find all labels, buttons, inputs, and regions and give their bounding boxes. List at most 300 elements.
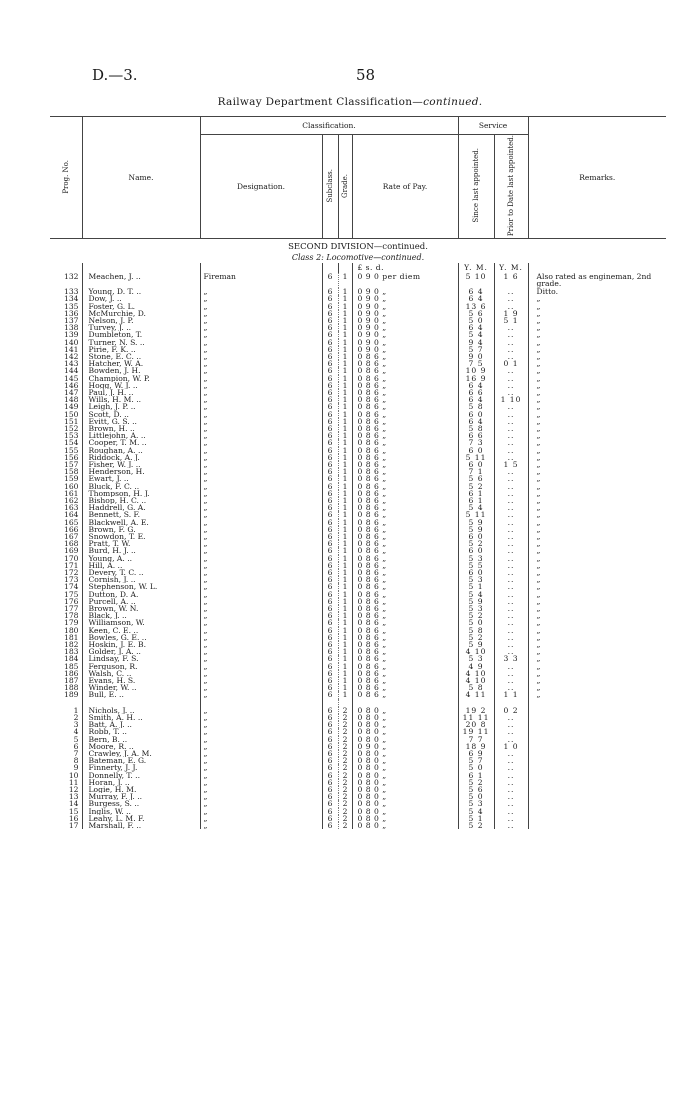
- table-row: [50, 468, 666, 475]
- remarks-cell: „: [528, 684, 666, 691]
- prior-date-cell: ..: [494, 605, 528, 612]
- name-cell: Brown, F. G.: [82, 526, 200, 533]
- designation-cell: „: [200, 295, 322, 302]
- designation-cell: „: [200, 475, 322, 482]
- rate-cell: 0 8 0 „: [352, 714, 458, 721]
- grade-cell: 1: [338, 555, 352, 562]
- rate-cell: 0 8 6 „: [352, 468, 458, 475]
- table-row: [50, 389, 666, 396]
- table-row: [50, 511, 666, 518]
- prog-no-cell: 178: [64, 612, 79, 620]
- table-row: [50, 591, 666, 598]
- rate-cell: 0 9 0 „: [352, 310, 458, 317]
- group-gap: [50, 699, 666, 707]
- grade-cell: 1: [338, 526, 352, 533]
- header-remarks: Remarks.: [528, 117, 666, 239]
- remarks-cell: „: [528, 303, 666, 310]
- remarks-cell: „: [528, 619, 666, 626]
- table-row: [50, 569, 666, 576]
- name-cell: Scott, D. ..: [82, 411, 200, 418]
- rate-cell: 0 8 6 „: [352, 583, 458, 590]
- prog-no-cell: 156: [64, 453, 79, 461]
- table-row: [50, 655, 666, 662]
- name-cell: Robb, T. ..: [82, 728, 200, 735]
- designation-cell: „: [200, 691, 322, 698]
- designation-cell: „: [200, 576, 322, 583]
- grade-cell: 2: [338, 815, 352, 822]
- prog-no-cell: 189: [64, 691, 79, 699]
- grade-cell: 1: [338, 375, 352, 382]
- subclass-cell: 6: [322, 324, 338, 331]
- prior-date-cell: ..: [494, 490, 528, 497]
- name-cell: Hogg, W. J. ..: [82, 382, 200, 389]
- table-row: [50, 360, 666, 367]
- grade-cell: 1: [338, 670, 352, 677]
- rate-cell: 0 8 6 „: [352, 461, 458, 468]
- name-cell: Moore, R. ..: [82, 743, 200, 750]
- designation-cell: „: [200, 540, 322, 547]
- rate-cell: 0 8 6 „: [352, 648, 458, 655]
- name-cell: Winder, W. ..: [82, 684, 200, 691]
- name-cell: Ewart, J. ..: [82, 475, 200, 482]
- designation-cell: „: [200, 800, 322, 807]
- table-row: [50, 331, 666, 338]
- prior-date-cell: ..: [494, 627, 528, 634]
- table-row: [50, 808, 666, 815]
- designation-cell: „: [200, 497, 322, 504]
- since-last-cell: 20 8: [458, 721, 494, 728]
- subclass-cell: 6: [322, 555, 338, 562]
- name-cell: Keen, C. E. ..: [82, 627, 200, 634]
- name-cell: Batt, A. J. ..: [82, 721, 200, 728]
- since-last-cell: 5 0: [458, 764, 494, 771]
- since-last-cell: 5 3: [458, 655, 494, 662]
- remarks-cell: „: [528, 648, 666, 655]
- since-last-cell: 19 11: [458, 728, 494, 735]
- designation-cell: „: [200, 288, 322, 295]
- table-row: [50, 612, 666, 619]
- table-caption: [0, 96, 700, 108]
- grade-cell: 1: [338, 641, 352, 648]
- remarks-cell: „: [528, 569, 666, 576]
- name-cell: Logie, H. M.: [82, 786, 200, 793]
- subclass-cell: 6: [322, 779, 338, 786]
- table-row: [50, 555, 666, 562]
- table-row: [50, 598, 666, 605]
- since-last-cell: 11 11: [458, 714, 494, 721]
- prog-no-cell: 8: [73, 757, 79, 765]
- rate-cell: 0 8 6 „: [352, 382, 458, 389]
- name-cell: Foster, G. L.: [82, 303, 200, 310]
- header-prior-date: Prior to Date last appointed.: [494, 135, 528, 239]
- prior-date-cell: ..: [494, 822, 528, 829]
- since-last-cell: 6 4: [458, 288, 494, 295]
- since-last-cell: 6 0: [458, 411, 494, 418]
- prior-date-cell: ..: [494, 468, 528, 475]
- prior-date-cell: ..: [494, 533, 528, 540]
- prior-date-cell: ..: [494, 483, 528, 490]
- name-cell: Young, A. ..: [82, 555, 200, 562]
- remarks-cell: [528, 793, 666, 800]
- since-last-cell: 5 1: [458, 583, 494, 590]
- since-last-cell: 6 1: [458, 490, 494, 497]
- grade-cell: 1: [338, 627, 352, 634]
- name-cell: Pirie, F. K. ..: [82, 346, 200, 353]
- designation-cell: „: [200, 346, 322, 353]
- name-cell: Hatcher, W. A.: [82, 360, 200, 367]
- name-cell: Nelson, J. P.: [82, 317, 200, 324]
- name-cell: Bull, E. ..: [82, 691, 200, 698]
- grade-cell: 1: [338, 273, 352, 288]
- designation-cell: „: [200, 714, 322, 721]
- grade-cell: 1: [338, 403, 352, 410]
- since-last-cell: 5 10: [458, 273, 494, 288]
- prog-no-cell: 135: [64, 302, 79, 310]
- remarks-cell: „: [528, 317, 666, 324]
- subclass-cell: 6: [322, 317, 338, 324]
- remarks-cell: Also rated as engineman, 2nd grade.: [528, 273, 666, 288]
- prog-no-cell: 9: [73, 764, 79, 772]
- rate-cell: 0 8 6 „: [352, 425, 458, 432]
- designation-cell: „: [200, 619, 322, 626]
- designation-cell: „: [200, 663, 322, 670]
- prog-no-cell: 154: [64, 439, 79, 447]
- subclass-cell: 6: [322, 598, 338, 605]
- designation-cell: „: [200, 425, 322, 432]
- table-row: [50, 295, 666, 302]
- table-row: [50, 627, 666, 634]
- name-cell: Paul, J. H. ..: [82, 389, 200, 396]
- grade-cell: 1: [338, 295, 352, 302]
- since-last-cell: 13 6: [458, 303, 494, 310]
- prog-no-cell: 136: [64, 309, 79, 317]
- prog-no-cell: 143: [64, 360, 79, 368]
- rate-cell: 0 8 6 „: [352, 619, 458, 626]
- remarks-cell: „: [528, 576, 666, 583]
- caption-text: Railway Department Classification—: [217, 96, 424, 108]
- rate-cell: 0 8 6 „: [352, 411, 458, 418]
- rate-cell: 0 8 0 „: [352, 808, 458, 815]
- table-row: [50, 786, 666, 793]
- prog-no-cell: 153: [64, 432, 79, 440]
- rate-cell: 0 8 0 „: [352, 764, 458, 771]
- designation-cell: „: [200, 555, 322, 562]
- rate-cell: 0 8 6 „: [352, 475, 458, 482]
- subclass-cell: 6: [322, 569, 338, 576]
- table-row: [50, 743, 666, 750]
- since-last-cell: 6 1: [458, 772, 494, 779]
- designation-cell: „: [200, 728, 322, 735]
- remarks-cell: „: [528, 490, 666, 497]
- remarks-cell: „: [528, 324, 666, 331]
- remarks-cell: „: [528, 461, 666, 468]
- rate-cell: 0 8 6 „: [352, 655, 458, 662]
- remarks-cell: „: [528, 353, 666, 360]
- remarks-cell: „: [528, 504, 666, 511]
- prog-no-cell: 163: [64, 504, 79, 512]
- prog-no-cell: 183: [64, 648, 79, 656]
- grade-cell: 1: [338, 684, 352, 691]
- prog-no-cell: 138: [64, 324, 79, 332]
- since-last-cell: 9 0: [458, 353, 494, 360]
- since-last-cell: 10 9: [458, 367, 494, 374]
- designation-cell: „: [200, 353, 322, 360]
- subclass-cell: 6: [322, 504, 338, 511]
- classification-table: [50, 116, 666, 829]
- remarks-cell: „: [528, 439, 666, 446]
- rate-cell: 0 9 0 „: [352, 295, 458, 302]
- units-prior: Y. M.: [494, 263, 528, 273]
- since-last-cell: 5 6: [458, 310, 494, 317]
- designation-cell: „: [200, 562, 322, 569]
- table-row: [50, 497, 666, 504]
- grade-cell: 1: [338, 547, 352, 554]
- grade-cell: 1: [338, 497, 352, 504]
- table-row: [50, 757, 666, 764]
- remarks-cell: „: [528, 447, 666, 454]
- subclass-cell: 6: [322, 728, 338, 735]
- rate-cell: 0 8 0 „: [352, 779, 458, 786]
- prior-date-cell: ..: [494, 634, 528, 641]
- name-cell: Marshall, F. ..: [82, 822, 200, 829]
- grade-cell: 1: [338, 382, 352, 389]
- page-number: 58: [356, 66, 376, 84]
- prog-no-cell: 5: [73, 735, 79, 743]
- designation-cell: „: [200, 822, 322, 829]
- prior-date-cell: 1 1: [494, 691, 528, 698]
- subclass-cell: 6: [322, 331, 338, 338]
- table-row: [50, 533, 666, 540]
- rate-cell: 0 8 6 „: [352, 591, 458, 598]
- prior-date-cell: ..: [494, 375, 528, 382]
- since-last-cell: 5 3: [458, 605, 494, 612]
- remarks-cell: „: [528, 591, 666, 598]
- since-last-cell: 4 10: [458, 677, 494, 684]
- since-last-cell: 5 2: [458, 612, 494, 619]
- prior-date-cell: ..: [494, 389, 528, 396]
- header-prog-no: Prog. No.: [50, 117, 82, 239]
- remarks-cell: „: [528, 562, 666, 569]
- prior-date-cell: ..: [494, 757, 528, 764]
- remarks-cell: „: [528, 547, 666, 554]
- table-row: [50, 375, 666, 382]
- remarks-cell: [528, 772, 666, 779]
- since-last-cell: 4 9: [458, 663, 494, 670]
- name-cell: Burgess, S. ..: [82, 800, 200, 807]
- subclass-cell: 6: [322, 475, 338, 482]
- designation-cell: „: [200, 750, 322, 757]
- prog-no-cell: 141: [64, 345, 79, 353]
- name-cell: Cooper, T. M. ..: [82, 439, 200, 446]
- designation-cell: „: [200, 483, 322, 490]
- remarks-cell: [528, 822, 666, 829]
- subclass-cell: 6: [322, 288, 338, 295]
- designation-cell: „: [200, 461, 322, 468]
- remarks-cell: „: [528, 691, 666, 698]
- designation-cell: „: [200, 764, 322, 771]
- name-cell: Riddock, A. J.: [82, 454, 200, 461]
- subclass-cell: 6: [322, 447, 338, 454]
- since-last-cell: 6 0: [458, 547, 494, 554]
- rate-cell: 0 8 6 „: [352, 598, 458, 605]
- table-row: [50, 641, 666, 648]
- prior-date-cell: ..: [494, 714, 528, 721]
- header-rate: Rate of Pay.: [352, 135, 458, 239]
- grade-cell: 1: [338, 533, 352, 540]
- remarks-cell: „: [528, 555, 666, 562]
- header-since-last: Since last appointed.: [458, 135, 494, 239]
- prior-date-cell: ..: [494, 346, 528, 353]
- grade-cell: 2: [338, 750, 352, 757]
- since-last-cell: 6 0: [458, 569, 494, 576]
- prior-date-cell: ..: [494, 454, 528, 461]
- prog-no-cell: 140: [64, 338, 79, 346]
- prior-date-cell: 1 9: [494, 310, 528, 317]
- subclass-cell: 6: [322, 786, 338, 793]
- subclass-cell: 6: [322, 490, 338, 497]
- table-row: [50, 772, 666, 779]
- table-row: [50, 576, 666, 583]
- name-cell: Haddrell, G. A.: [82, 504, 200, 511]
- since-last-cell: 6 4: [458, 324, 494, 331]
- table-row: [50, 691, 666, 698]
- table-row: [50, 519, 666, 526]
- name-cell: Evitt, G. S. ..: [82, 418, 200, 425]
- table-row: [50, 273, 666, 288]
- units-rate: £ s. d.: [352, 263, 458, 273]
- grade-cell: 1: [338, 504, 352, 511]
- table-row: [50, 382, 666, 389]
- grade-cell: 1: [338, 439, 352, 446]
- name-cell: Champion, W. P.: [82, 375, 200, 382]
- grade-cell: 1: [338, 598, 352, 605]
- subclass-cell: 6: [322, 793, 338, 800]
- name-cell: Turner, N. S. ..: [82, 339, 200, 346]
- prog-no-cell: 176: [64, 597, 79, 606]
- subclass-cell: 6: [322, 663, 338, 670]
- prog-no-cell: 151: [64, 417, 79, 425]
- since-last-cell: 5 4: [458, 331, 494, 338]
- since-last-cell: 6 4: [458, 396, 494, 403]
- header-designation: Designation.: [200, 135, 322, 239]
- prior-date-cell: 5 1: [494, 317, 528, 324]
- prior-date-cell: ..: [494, 677, 528, 684]
- prior-date-cell: ..: [494, 779, 528, 786]
- subclass-cell: 6: [322, 648, 338, 655]
- table-row: [50, 439, 666, 446]
- table-row: [50, 339, 666, 346]
- remarks-cell: „: [528, 468, 666, 475]
- prior-date-cell: ..: [494, 598, 528, 605]
- since-last-cell: 18 9: [458, 743, 494, 750]
- rate-cell: 0 8 6 „: [352, 403, 458, 410]
- since-last-cell: 5 8: [458, 403, 494, 410]
- designation-cell: „: [200, 403, 322, 410]
- designation-cell: „: [200, 504, 322, 511]
- designation-cell: „: [200, 310, 322, 317]
- name-cell: Bern, B. ..: [82, 736, 200, 743]
- rate-cell: 0 8 6 „: [352, 627, 458, 634]
- subclass-cell: 6: [322, 367, 338, 374]
- table-row: [50, 504, 666, 511]
- since-last-cell: 5 3: [458, 576, 494, 583]
- prog-no-cell: 17: [68, 821, 79, 830]
- rate-cell: 0 9 0 „: [352, 331, 458, 338]
- prior-date-cell: ..: [494, 670, 528, 677]
- prog-no-cell: 167: [64, 533, 79, 541]
- designation-cell: „: [200, 490, 322, 497]
- prog-no-cell: 164: [64, 511, 79, 519]
- prior-date-cell: ..: [494, 526, 528, 533]
- subclass-cell: 6: [322, 605, 338, 612]
- since-last-cell: 6 9: [458, 750, 494, 757]
- remarks-cell: „: [528, 598, 666, 605]
- prog-no-cell: 159: [64, 475, 79, 483]
- remarks-cell: „: [528, 360, 666, 367]
- table-body: [50, 239, 666, 830]
- header-subclass: Subclass.: [322, 135, 338, 239]
- remarks-cell: [528, 750, 666, 757]
- since-last-cell: 5 2: [458, 634, 494, 641]
- prog-no-cell: 13: [68, 793, 79, 801]
- subclass-cell: 6: [322, 627, 338, 634]
- rate-cell: 0 8 0 „: [352, 707, 458, 714]
- since-last-cell: 5 4: [458, 808, 494, 815]
- subclass-cell: 6: [322, 273, 338, 288]
- remarks-cell: „: [528, 403, 666, 410]
- table-row: [50, 303, 666, 310]
- designation-cell: „: [200, 627, 322, 634]
- grade-cell: 2: [338, 714, 352, 721]
- since-last-cell: 5 7: [458, 346, 494, 353]
- name-cell: Thompson, H. J.: [82, 490, 200, 497]
- remarks-cell: „: [528, 339, 666, 346]
- prog-no-cell: 148: [64, 396, 79, 404]
- prior-date-cell: ..: [494, 418, 528, 425]
- prior-date-cell: ..: [494, 736, 528, 743]
- remarks-cell: „: [528, 295, 666, 302]
- subclass-cell: 6: [322, 403, 338, 410]
- subclass-cell: 6: [322, 612, 338, 619]
- units-since: Y. M.: [458, 263, 494, 273]
- prog-no-cell: 12: [68, 785, 79, 794]
- table-row: [50, 619, 666, 626]
- subclass-cell: 6: [322, 533, 338, 540]
- name-cell: Horan, J. ..: [82, 779, 200, 786]
- grade-cell: 1: [338, 483, 352, 490]
- since-last-cell: 5 4: [458, 591, 494, 598]
- prior-date-cell: ..: [494, 728, 528, 735]
- subclass-cell: 6: [322, 346, 338, 353]
- remarks-cell: „: [528, 418, 666, 425]
- subclass-cell: 6: [322, 619, 338, 626]
- name-cell: Bateman, E. G.: [82, 757, 200, 764]
- remarks-cell: „: [528, 655, 666, 662]
- subclass-cell: 6: [322, 497, 338, 504]
- name-cell: Devery, T. C. ..: [82, 569, 200, 576]
- rate-cell: 0 8 6 „: [352, 504, 458, 511]
- subclass-cell: 6: [322, 418, 338, 425]
- rate-cell: 0 8 0 „: [352, 728, 458, 735]
- name-cell: Leigh, J. P. ..: [82, 403, 200, 410]
- since-last-cell: 5 0: [458, 793, 494, 800]
- prog-no-cell: 10: [68, 771, 79, 779]
- remarks-cell: „: [528, 454, 666, 461]
- prior-date-cell: ..: [494, 497, 528, 504]
- prior-date-cell: ..: [494, 475, 528, 482]
- prog-no-cell: 187: [64, 677, 79, 685]
- table-row: [50, 475, 666, 482]
